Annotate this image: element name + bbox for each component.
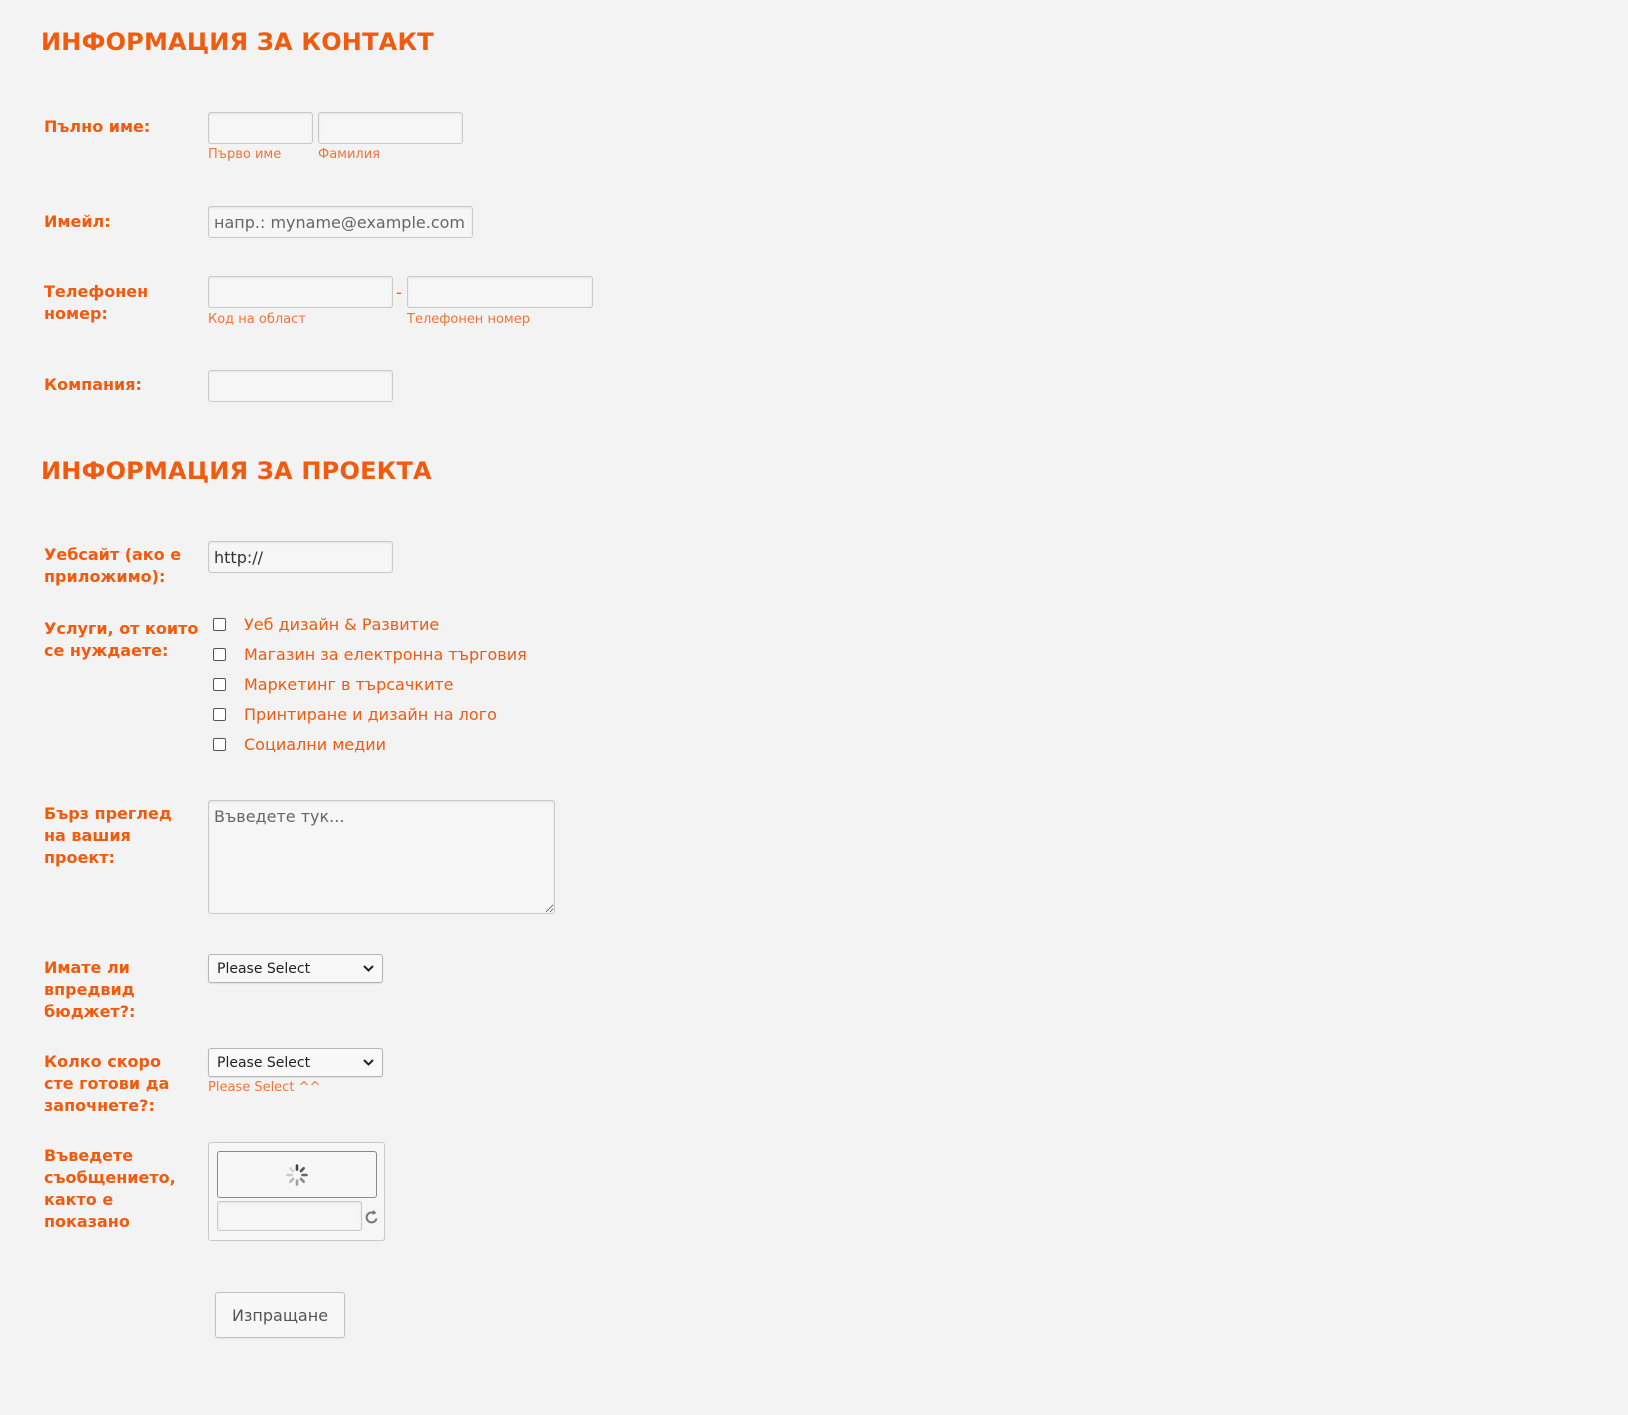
budget-select[interactable] xyxy=(208,954,383,983)
email-label: Имейл: xyxy=(44,212,111,231)
budget-select-value: Please Select xyxy=(217,960,311,977)
service-checkbox[interactable] xyxy=(213,618,226,631)
phone-separator: - xyxy=(396,283,402,302)
phone-number-input[interactable] xyxy=(407,276,593,308)
full-name-label: Пълно име: xyxy=(44,117,151,136)
start-sublabel: Please Select ^^ xyxy=(208,1080,321,1095)
overview-textarea[interactable] xyxy=(208,800,555,914)
contact-heading: ИНФОРМАЦИЯ ЗА КОНТАКТ xyxy=(41,28,434,56)
phone-number-sublabel: Телефонен номер xyxy=(407,312,530,327)
service-option-label: Уеб дизайн & Развитие xyxy=(244,614,440,634)
website-label: Уебсайт (ако е приложимо): xyxy=(44,545,182,586)
phone-label: Телефонен номер: xyxy=(44,282,149,323)
captcha-image xyxy=(217,1151,377,1198)
spinner-icon xyxy=(285,1163,309,1187)
last-name-input[interactable] xyxy=(318,112,463,144)
service-checkbox[interactable] xyxy=(213,708,226,721)
captcha-input[interactable] xyxy=(217,1201,362,1231)
start-select[interactable] xyxy=(208,1048,383,1077)
service-option[interactable] xyxy=(213,609,527,639)
start-label: Колко скоро сте готови да започнете?: xyxy=(44,1052,170,1115)
budget-label: Имате ли впредвид бюджет?: xyxy=(44,958,136,1021)
service-checkbox[interactable] xyxy=(213,678,226,691)
last-name-sublabel: Фамилия xyxy=(318,147,380,162)
service-option[interactable] xyxy=(213,639,527,669)
area-code-sublabel: Код на област xyxy=(208,312,306,327)
overview-label: Бърз преглед на вашия проект: xyxy=(44,804,172,867)
first-name-sublabel: Първо име xyxy=(208,147,282,162)
service-option[interactable] xyxy=(213,729,527,759)
services-label: Услуги, от които се нуждаете: xyxy=(44,619,199,660)
service-option[interactable] xyxy=(213,699,527,729)
website-input[interactable] xyxy=(208,541,393,573)
email-input[interactable] xyxy=(208,206,473,238)
service-option-label: Магазин за електронна търговия xyxy=(244,644,527,664)
chevron-down-icon xyxy=(363,965,374,972)
service-checkbox[interactable] xyxy=(213,738,226,751)
chevron-down-icon xyxy=(363,1059,374,1066)
company-label: Компания: xyxy=(44,375,142,394)
service-option-label: Принтиране и дизайн на лого xyxy=(244,704,497,724)
start-select-value: Please Select xyxy=(217,1054,311,1071)
company-input[interactable] xyxy=(208,370,393,402)
service-option[interactable] xyxy=(213,669,527,699)
captcha-label: Въведете съобщението, както е показано xyxy=(44,1146,176,1231)
service-option-label: Социални медии xyxy=(244,734,386,754)
project-heading: ИНФОРМАЦИЯ ЗА ПРОЕКТА xyxy=(41,457,432,485)
area-code-input[interactable] xyxy=(208,276,393,308)
refresh-icon[interactable] xyxy=(365,1209,379,1225)
submit-button[interactable]: Изпращане xyxy=(215,1292,345,1338)
captcha-box xyxy=(208,1142,385,1241)
service-checkbox[interactable] xyxy=(213,648,226,661)
services-checkbox-group xyxy=(213,609,527,759)
first-name-input[interactable] xyxy=(208,112,313,144)
service-option-label: Маркетинг в търсачките xyxy=(244,674,454,694)
